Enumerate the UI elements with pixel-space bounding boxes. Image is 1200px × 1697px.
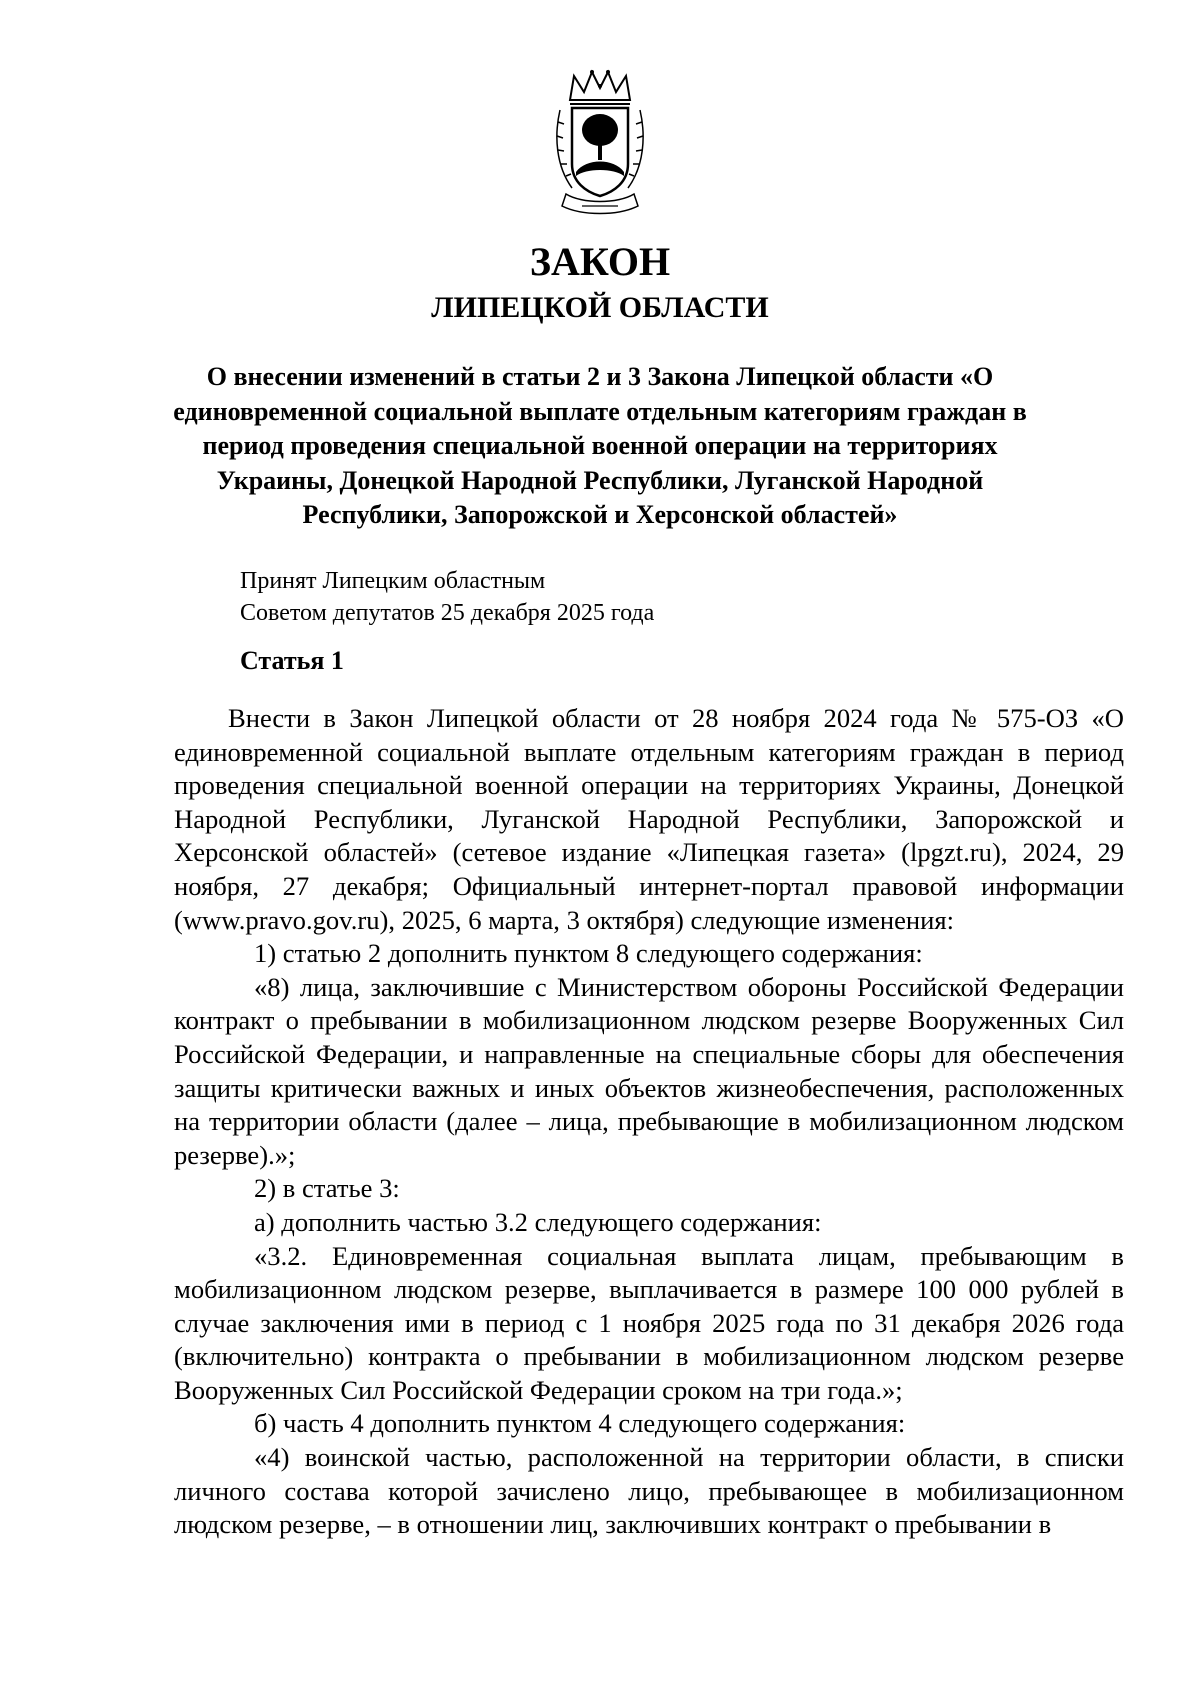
paragraph: 2) в статье 3: xyxy=(254,1173,400,1204)
paragraph: б) часть 4 дополнить пунктом 4 следующего содержания: xyxy=(254,1408,906,1439)
paragraph: 1) статью 2 дополнить пунктом 8 следующего содержания: xyxy=(254,938,923,969)
article-heading: Статья 1 xyxy=(240,646,344,675)
adoption-note-line: Советом депутатов 25 декабря 2025 года xyxy=(240,600,655,626)
document-title: ЗАКОН xyxy=(529,239,671,284)
law-subject: О внесении изменений в статьи 2 и 3 Закона Липецкой области «О единовременной социальной выплате отдельным категориям граждан в период проведения специальной военной операции на территориях Украины, Донецкой Народной Республики, Луганской Народной Республики, Запорожской и Херсонской областей» xyxy=(173,362,1027,529)
adoption-note xyxy=(240,565,654,629)
paragraph: Внести в Закон Липецкой области от 28 ноября 2024 года № 575-ОЗ «О единовременной социальной выплате отдельным категориям граждан в период проведения специальной военной операции на территориях Украины, Донецкой Народной Республики, Луганской Народной Республики, Запорожской и Херсонской областей» (сетевое издание «Липецкая газета» (lpgzt.ru), 2024, 29 ноября, 27 декабря; Официальный интернет-портал правовой информации (www.pravo.gov.ru), 2025, 6 марта, 3 октября) следующие изменения: xyxy=(174,703,1124,935)
coat-of-arms-icon xyxy=(552,66,648,216)
paragraph: «8) лица, заключившие с Министерством обороны Российской Федерации контракт о пребывании в мобилизационном людском резерве Вооруженных Сил Российской Федерации, и направленные на специальные сборы для обеспечения защиты критически важных и иных объектов жизнеобеспечения, расположенных на территории области (далее – лица, пребывающие в мобилизационном людском резерве).»; xyxy=(174,971,1124,1170)
paragraph: «4) воинской частью, расположенной на территории области, в списки личного состава которой зачислено лицо, пребывающее в мобилизационном людском резерве, – в отношении лиц, заключивших контракт о пребывании в xyxy=(174,1442,1124,1540)
article-body xyxy=(174,702,1124,1542)
document-region-title: ЛИПЕЦКОЙ ОБЛАСТИ xyxy=(431,291,769,324)
adoption-note-line: Принят Липецким областным xyxy=(240,568,546,594)
paragraph: «3.2. Единовременная социальная выплата лицам, пребывающим в мобилизационном людском резерве, выплачивается в размере 100 000 рублей в случае заключения ими в период с 1 ноября 2025 года по 31 декабря 2026 года (включительно) контракта о пребывании в мобилизационном людском резерве Вооруженных Сил Российской Федерации сроком на три года.»; xyxy=(174,1240,1124,1405)
paragraph: а) дополнить частью 3.2 следующего содержания: xyxy=(254,1206,822,1237)
